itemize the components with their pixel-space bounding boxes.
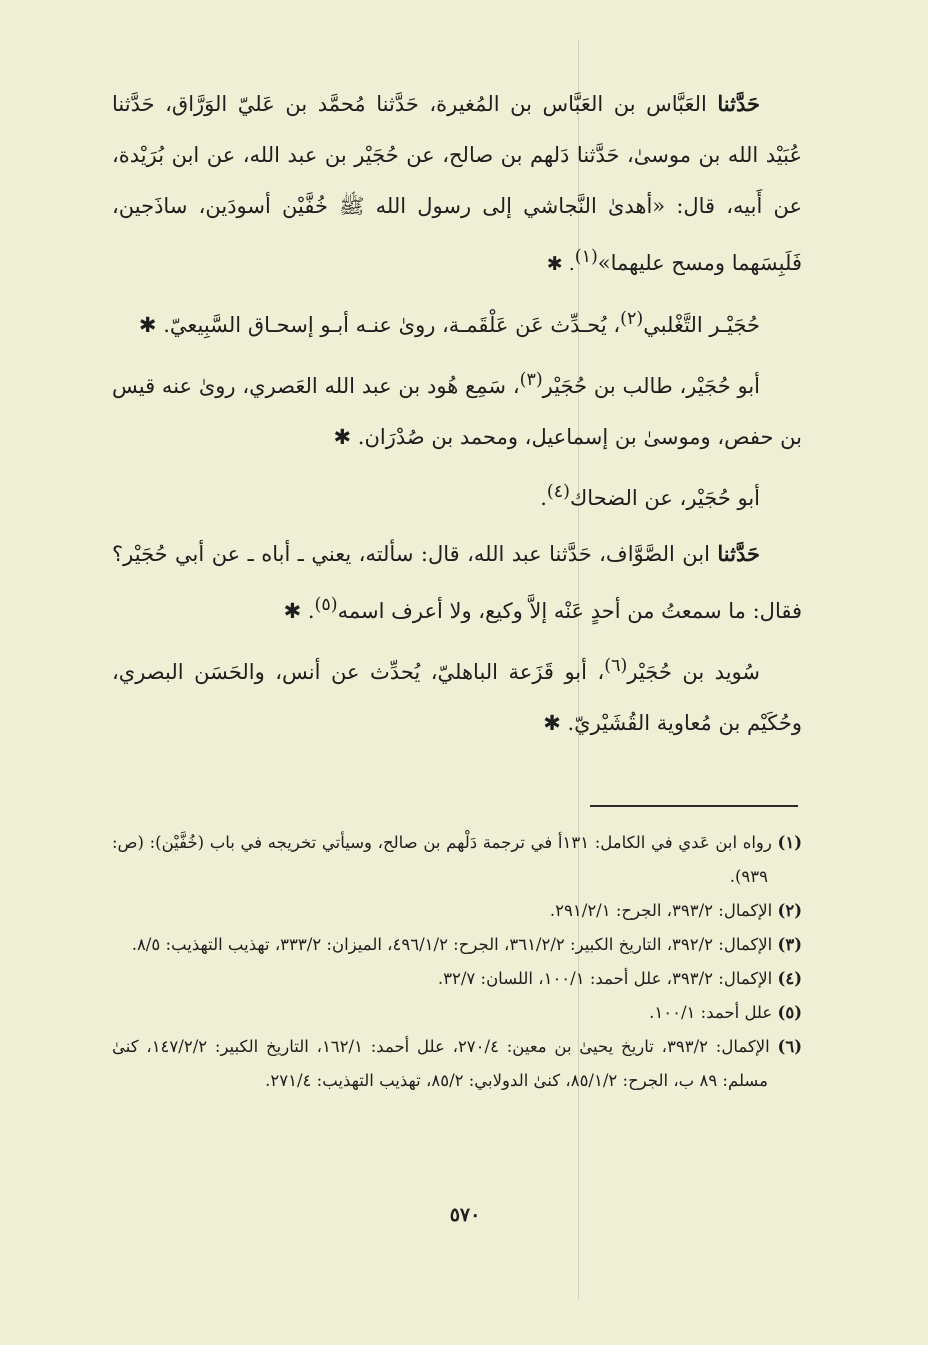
entry-end: . ✱ (546, 253, 575, 275)
footnote-ref: (٣) (519, 370, 543, 390)
footnote-separator (590, 805, 798, 807)
entry-text: ابن الصَّوَّاف، حَدَّثنا عبد الله، قال: سألته، يعني ـ أباه ـ عن أبي حُجَيْر؟ فقال: ما سمعتُ من أحدٍ عَنْه إلاَّ وكيع، ولا أعرف اسمه (112, 542, 802, 623)
entry-text: العَبَّاس بن العَبَّاس بن المُغيرة، حَدَّثنا مُحمَّد بن عَليّ الوَرَّاق، حَدَّثنا عُبَيْد الله بن موسىٰ، حَدَّثنا دَلهم بن صالح، عن حُجَيْر بن عبد الله، عن ابن بُرَيْدة، عن أَبيه، قال: «أهدىٰ النَّجاشي إلى رسول الله ﷺ خُفَّيْن أسودَين، ساذَجين، فَلَبِسَهما ومسح عليهما» (112, 92, 802, 275)
footnote (112, 928, 802, 962)
entry-paragraph (112, 528, 802, 637)
footnote-number: (١) (777, 833, 802, 852)
page-number: ٥٧٠ (449, 1204, 481, 1226)
footnote-text: الإكمال: ٣٩٣/٢، تاريخ يحيىٰ بن معين: ٢٧٠/٤، علل أحمد: ١٦٢/١، التاريخ الكبير: ١٤٧/٢/٢، كنىٰ مسلم: ٨٩ ب، الجرح: ٨٥/١/٢، كنىٰ الدولابي: ٨٥/٢، تهذيب التهذيب: ٢٧١/٤. (112, 1037, 770, 1090)
entry-text: سُويد بن حُجَيْر (627, 660, 760, 684)
footnote-number: (٢) (777, 901, 802, 920)
footnote-text: الإكمال: ٣٩٣/٢، علل أحمد: ١٠٠/١، اللسان: ٣٢/٧. (437, 969, 773, 988)
footnote (112, 962, 802, 996)
entry-paragraph (112, 78, 802, 290)
entry-text: أبو حُجَيْر، عن الضحاك (569, 486, 760, 510)
footnote (112, 996, 802, 1030)
entry-paragraph (112, 355, 802, 463)
footnote-ref: (٦) (604, 656, 628, 676)
footnote-number: (٥) (777, 1003, 802, 1022)
entry-paragraph (112, 294, 802, 351)
entry-end: ، أبو قَزَعة الباهليّ، يُحدِّث عن أنس، والحَسَن البصري، وحُكَيْم بن مُعاوية القُشَيْريّ. ✱ (112, 660, 802, 735)
footnote (112, 894, 802, 928)
entry-lead: حَدَّثنا (717, 91, 760, 116)
footnotes-list (112, 826, 802, 1098)
footnote (112, 826, 802, 894)
entry-paragraph (112, 467, 802, 524)
entry-end: ، سَمِع هُود بن عبد الله العَصري، روىٰ عنه قيس بن حفص، وموسىٰ بن إسماعيل، ومحمد بن صُدْرَان. ✱ (112, 374, 802, 449)
footnote (112, 1030, 802, 1098)
footnote-number: (٣) (777, 935, 802, 954)
entry-end: . ✱ (283, 599, 315, 623)
entry-text: حُجَيْـر التَّغْلبي (643, 313, 760, 337)
entry-end: ، يُحـدِّث عَن عَلْقَمـة، روىٰ عنـه أبـو إسحـاق السَّبِيعيّ. ✱ (138, 313, 621, 337)
footnote-ref: (١) (574, 247, 598, 267)
footnote-text: رواه ابن عَدي في الكامل: ١٣١أ في ترجمة دَلْهم بن صالح، وسيأتي تخريجه في باب (خُفَّيْن): (ص: ٩٣٩). (112, 833, 772, 886)
entry-paragraph (112, 641, 802, 749)
entry-text: أبو حُجَيْر، طالب بن حُجَيْر (542, 374, 761, 398)
entry-end: . (540, 486, 547, 510)
footnote-text: الإكمال: ٣٩٣/٢، الجرح: ٢٩١/٢/١. (549, 901, 773, 920)
footnote-text: الإكمال: ٣٩٢/٢، التاريخ الكبير: ٣٦١/٢/٢، الجرح: ٤٩٦/١/٢، الميزان: ٣٣٣/٢، تهذيب التهذيب: ٨/٥. (131, 935, 773, 954)
footnote-number: (٦) (777, 1037, 803, 1056)
footnote-ref: (٤) (546, 482, 570, 502)
footnote-number: (٤) (777, 969, 802, 988)
main-text (112, 78, 802, 749)
footnote-ref: (٥) (314, 595, 338, 615)
footnote-ref: (٢) (620, 309, 644, 329)
footnote-text: علل أحمد: ١٠٠/١. (649, 1003, 773, 1022)
entry-lead: حَدَّثنا (717, 541, 760, 566)
